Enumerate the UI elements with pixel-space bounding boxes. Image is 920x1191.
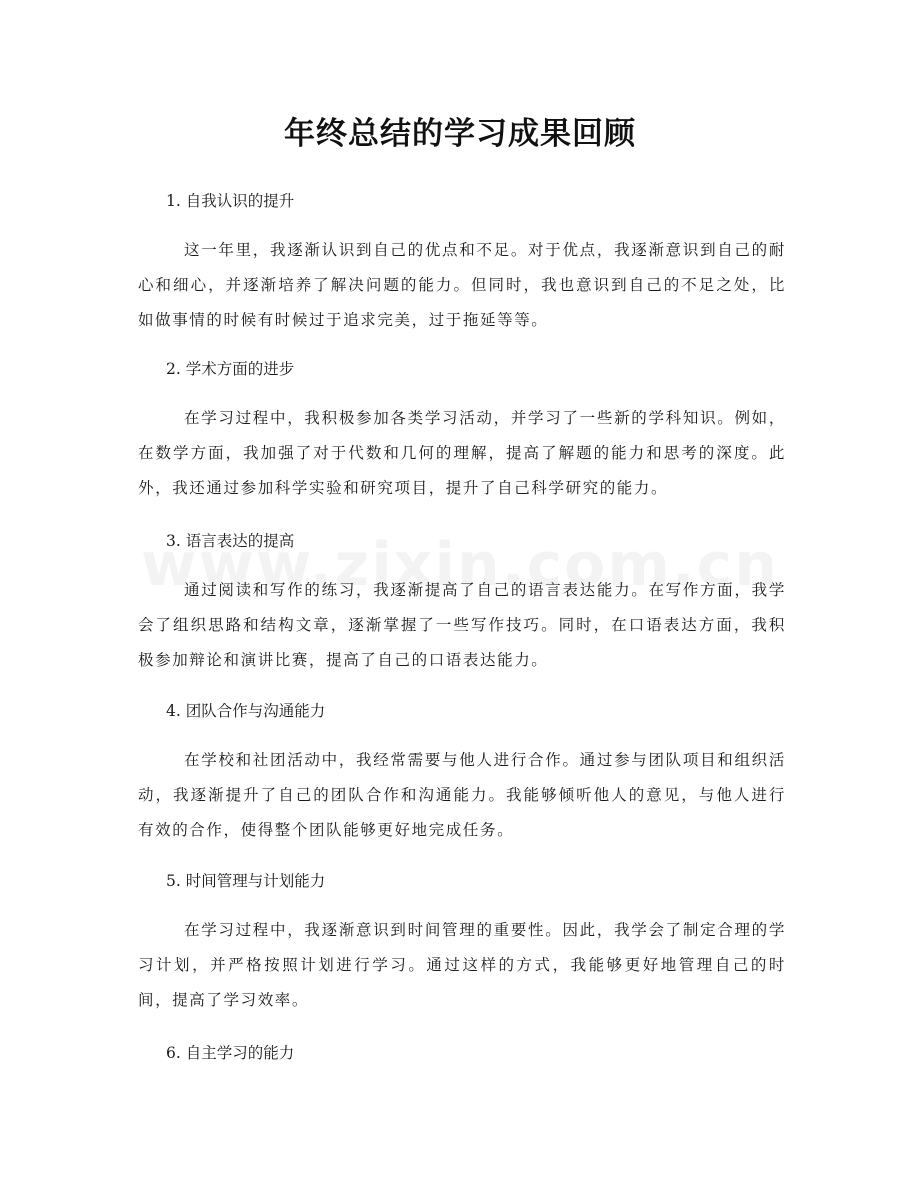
section-heading-5: 5. 时间管理与计划能力: [166, 872, 326, 890]
section-body-3: 通过阅读和写作的练习，我逐渐提高了自己的语言表达能力。在写作方面，我学会了组织思路和结构文章，逐渐掌握了一些写作技巧。同时，在口语表达方面，我积极参加辩论和演讲比赛，提高了自己的口语表达能力。: [138, 581, 786, 669]
section-heading-1: 1. 自我认识的提升: [166, 192, 295, 210]
section-body-1: 这一年里，我逐渐认识到自己的优点和不足。对于优点，我逐渐意识到自己的耐心和细心，并逐渐培养了解决问题的能力。但同时，我也意识到自己的不足之处，比如做事情的时候有时候过于追求完美，过于拖延等等。: [138, 241, 786, 329]
section-heading-3: 3. 语言表达的提高: [166, 532, 295, 550]
section-heading-4: 4. 团队合作与沟通能力: [166, 702, 326, 720]
section-body-4: 在学校和社团活动中，我经常需要与他人进行合作。通过参与团队项目和组织活动，我逐渐提升了自己的团队合作和沟通能力。我能够倾听他人的意见，与他人进行有效的合作，使得整个团队能够更好地完成任务。: [138, 751, 786, 839]
page-title: 年终总结的学习成果回顾: [284, 116, 636, 152]
section-heading-2: 2. 学术方面的进步: [166, 360, 295, 378]
section-heading-6: 6. 自主学习的能力: [166, 1044, 295, 1062]
section-body-5: 在学习过程中，我逐渐意识到时间管理的重要性。因此，我学会了制定合理的学习计划，并严格按照计划进行学习。通过这样的方式，我能够更好地管理自己的时间，提高了学习效率。: [138, 921, 786, 1009]
section-body-2: 在学习过程中，我积极参加各类学习活动，并学习了一些新的学科知识。例如，在数学方面，我加强了对于代数和几何的理解，提高了解题的能力和思考的深度。此外，我还通过参加科学实验和研究项目，提升了自己科学研究的能力。: [138, 409, 786, 497]
